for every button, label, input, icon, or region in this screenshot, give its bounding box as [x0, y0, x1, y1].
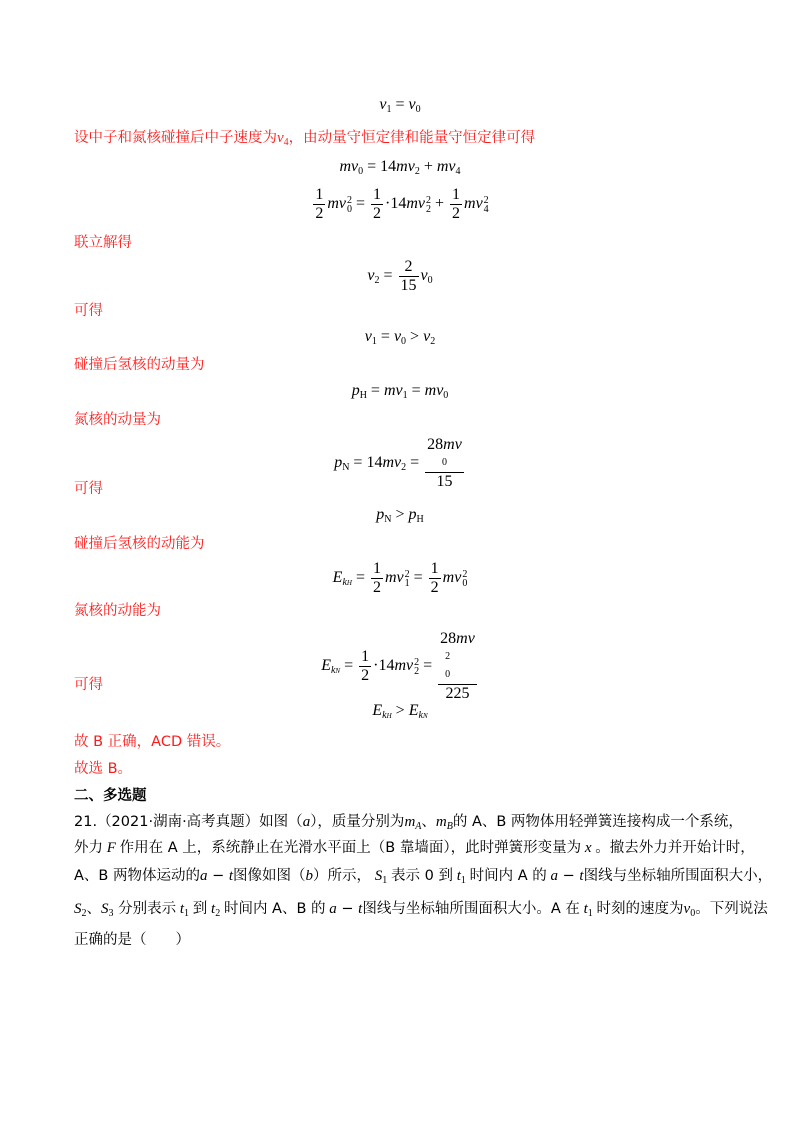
question-line-1: 21.（2021·湖南·高考真题）如图（a），质量分别为$m_A$、$m_B$的 A、B 两物体用轻弹簧连接构成一个系统，: [74, 814, 743, 832]
equation-v-compare: $v_1 = v_0 > v_2$: [364, 328, 436, 347]
equation-energy: $\frac{1}{2}$ mv 2 0 = $\frac{1}{2}$ ·14mv 2 2 + $\frac{1}{2}$ mv 2 4: [315, 186, 489, 222]
question-line-4: $S_2$、$S_3$ 分别表示 $t_1$ 到 $t_2$ 时间内 A、B 的 a − t图线与坐标轴所围面积大小。A 在 $t_1$ 时刻的速度为$v_0$。下列说法: [74, 901, 768, 919]
text-line-ek-nitrogen: 氮核的动能为: [74, 603, 161, 619]
text-line-conclusion: 故 B 正确，ACD 错误。: [74, 734, 231, 750]
text-line-answer: 故选 B。: [74, 761, 133, 777]
equation-ek-nitrogen: EkN = $\frac{1}{2}$ ·14mv 2 2 = 28mv 2 0 225: [321, 630, 475, 702]
text-line-p-nitrogen: 氮核的动量为: [74, 412, 161, 428]
section-heading: 二、多选题: [74, 788, 147, 804]
equation-ek-hydrogen: EkH = $\frac{1}{2}$ mv 2 1 = $\frac{1}{2}$ mv 2 0: [332, 560, 468, 596]
text-line-v4: 设中子和氮核碰撞后中子速度为$v_4$，由动量守恒定律和能量守恒定律可得: [74, 130, 536, 148]
equation-v1-eq-v0: $v_1 = v_0$: [379, 96, 421, 115]
question-line-3: A、B 两物体运动的a − t图像如图（b）所示， $S_1$ 表示 0 到 $t_1$ 时间内 A 的 a − t图线与坐标轴所围面积大小，: [74, 868, 773, 886]
text-line-get-3: 可得: [74, 677, 103, 693]
question-line-5: 正确的是（ ）: [74, 932, 190, 948]
text-line-ek-hydrogen: 碰撞后氢核的动能为: [74, 536, 205, 552]
equation-p-compare: $p_N > p_H$: [376, 506, 424, 525]
text-line-get-2: 可得: [74, 481, 103, 497]
text-line-get-1: 可得: [74, 303, 103, 319]
equation-p-hydrogen: $p_H = mv_1 = mv_0$: [351, 382, 449, 401]
question-line-2: 外力 F 作用在 A 上，系统静止在光滑水平面上（B 靠墙面），此时弹簧形变量为 x 。撤去外力并开始计时，: [74, 840, 755, 856]
equation-p-nitrogen: $p_N = 14mv_2$ = 28mv 0 15: [334, 436, 462, 490]
equation-momentum: $mv_0 = 14mv_2 + mv_4$: [339, 158, 461, 177]
text-line-solve: 联立解得: [74, 235, 132, 251]
equation-v2: $v_2$ = $\frac{2}{15}$ $v_0$: [367, 258, 433, 294]
equation-ek-compare: EkH > EkN: [372, 702, 428, 721]
text-line-p-hydrogen: 碰撞后氢核的动量为: [74, 357, 205, 373]
